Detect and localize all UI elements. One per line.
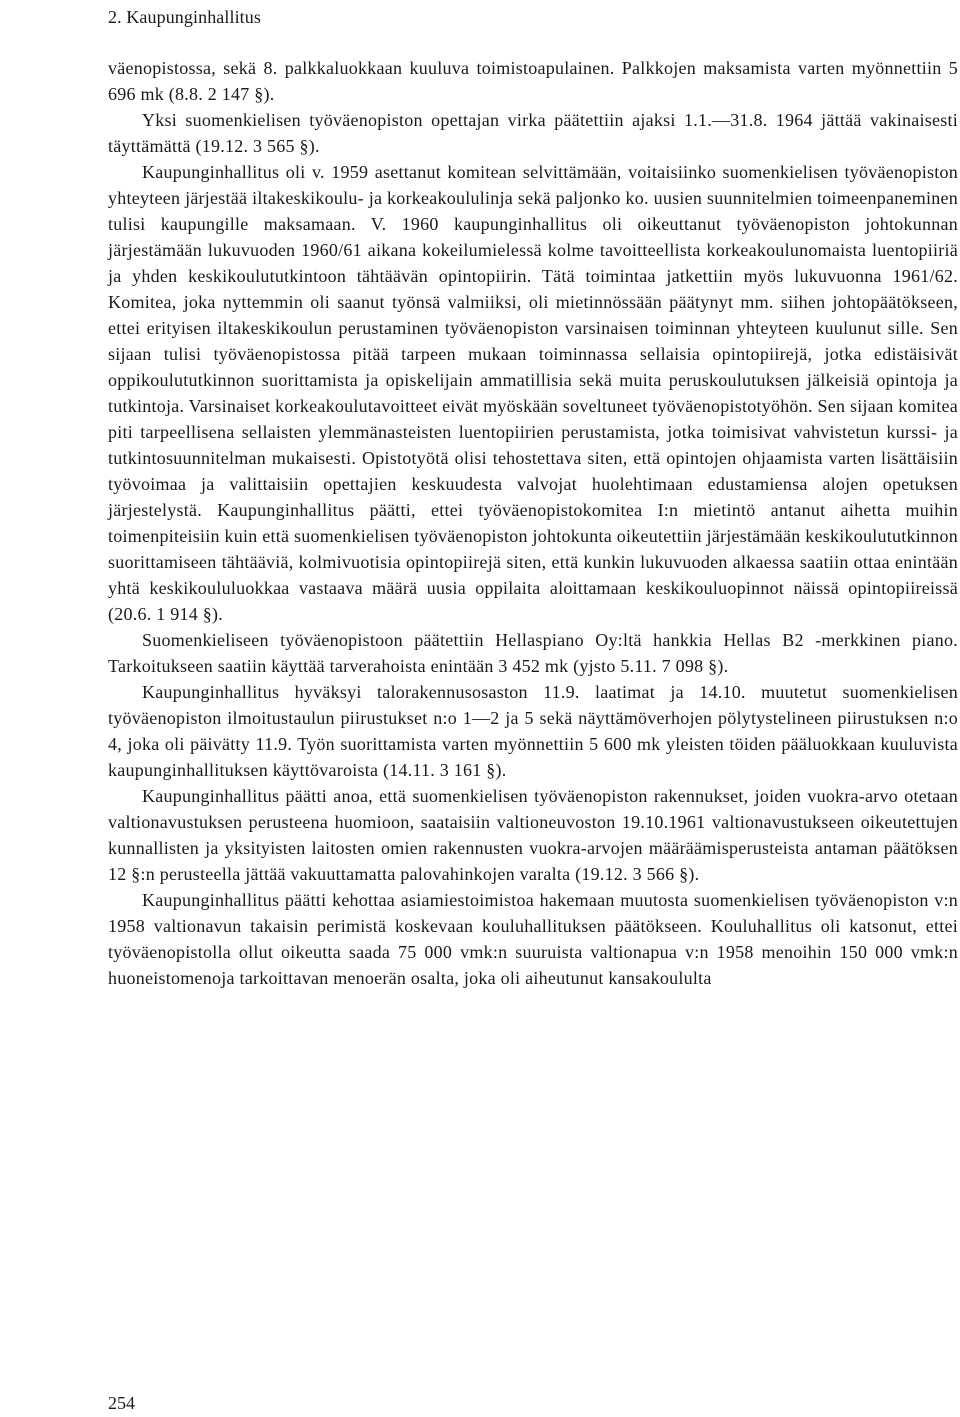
paragraph: väenopistossa, sekä 8. palkkaluokkaan kuuluva toimistoapulainen. Palkkojen maksamista varten myönnettiin 5 696 mk (8.8. 2 147 §). xyxy=(108,58,958,104)
paragraph: Kaupunginhallitus päätti kehottaa asiamiestoimistoa hakemaan muutosta suomenkielisen työväenopiston v:n 1958 valtionavun takaisin perimistä koskevaan kouluhallituksen päätökseen. Kouluhallitus oli katsonut, ettei työväenopistolla ollut oikeutta saada 75 000 vmk:n suuruista valtionapua v:n 1958 menoihin 150 000 vmk:n huoneistomenoja tarkoittavan menoerän osalta, joka oli aiheutunut kansakoululta xyxy=(108,890,958,988)
paragraph: Kaupunginhallitus hyväksyi talorakennusosaston 11.9. laatimat ja 14.10. muutetut suomenkielisen työväenopiston ilmoitustaulun piirustukset n:o 1—2 ja 5 sekä näyttämöverhojen pölytystelineen piirustuksen n:o 4, joka oli päivätty 11.9. Työn suorittamista varten myönnettiin 5 600 mk yleisten töiden pääluokkaan kuuluvista kaupunginhallituksen käyttövaroista (14.11. 3 161 §). xyxy=(108,682,958,780)
paragraph: Yksi suomenkielisen työväenopiston opettajan virka päätettiin ajaksi 1.1.—31.8. 1964 jättää vakinaisesti täyttämättä (19.12. 3 565 §). xyxy=(108,110,958,156)
page-number: 254 xyxy=(108,1393,135,1413)
paragraph: Kaupunginhallitus oli v. 1959 asettanut komitean selvittämään, voitaisiinko suomenkielisen työväenopiston yhteyteen järjestää iltakeskikoulu- ja korkeakoululinja sekä paljonko ko. uusien suunnitelmien toimeenpaneminen tulisi kaupungille maksamaan. V. 1960 kaupunginhallitus oli oikeuttanut työväenopiston johtokunnan järjestämään lukuvuoden 1960/61 aikana kokeilumielessä kolme tavoitteellista korkeakoulunomaista luentopiiriä ja yhden keskikoulututkintoon tähtäävän opintopiirin. Tätä toimintaa jatkettiin myös lukuvuonna 1961/62. Komitea, joka nyttemmin oli saanut työnsä valmiiksi, oli mietinnössään päätynyt mm. siihen johtopäätökseen, ettei erityisen iltakeskikoulun perustaminen työväenopiston varsinaisen toiminnan yhteyteen kuulunut sille. Sen sijaan tulisi työväenopistossa pitää tarpeen mukaan toiminnassa sellaisia opintopiirejä, jotka edistäisivät oppikoulututkinnon suorittamista ja opiskelijain ammatillisia sekä muita peruskoulutuksen jälkeisiä opintoja ja tutkintoja. Varsinaiset korkeakoulutavoitteet eivät myöskään soveltuneet työväenopistotyöhön. Sen sijaan komitea piti tarpeellisena sellaisten ylemmänasteisten luentopiirien perustamista, jotka toimisivat vahvistetun kurssi- ja tutkintosuunnitelman mukaisesti. Opistotyötä olisi tehostettava siten, että opintojen ohjaamista varten lisättäisiin työvoimaa ja valittaisiin opettajien keskuudesta valvojat huolehtimaan edustamiensa alojen opetuksen järjestelystä. Kaupunginhallitus päätti, ettei työväenopistokomitea I:n mietintö antanut aihetta muihin toimenpiteisiin kuin että suomenkielisen työväenopiston johtokunta oikeutettiin järjestämään keskikoulututkinnon suorittamiseen tähtääviä, kolmivuotisia opintopiirejä siten, että kunkin lukuvuoden alkaessa saatiin ottaa enintään yhtä keskikoululuokkaa vastaava määrä uusia oppilaita aloittamaan keskikouluopinnot näissä opintopiireissä (20.6. 1 914 §). xyxy=(108,162,958,624)
running-header: 2. Kaupunginhallitus xyxy=(108,7,261,27)
paragraph: Suomenkieliseen työväenopistoon päätettiin Hellaspiano Oy:ltä hankkia Hellas B2 -merkkinen piano. Tarkoitukseen saatiin käyttää tarverahoista enintään 3 452 mk (yjsto 5.11. 7 098 §). xyxy=(108,630,958,676)
paragraph: Kaupunginhallitus päätti anoa, että suomenkielisen työväenopiston rakennukset, joiden vuokra-arvo otetaan valtionavustuksen perusteena huomioon, saataisiin valtioneuvoston 19.10.1961 valtionavustukseen oikeutettujen kunnallisten ja yksityisten laitosten omien rakennusten vuokra-arvojen määräämisperusteista antaman päätöksen 12 §:n perusteella jättää vakuuttamatta palovahinkojen varalta (19.12. 3 566 §). xyxy=(108,786,958,884)
body-text xyxy=(108,55,958,991)
